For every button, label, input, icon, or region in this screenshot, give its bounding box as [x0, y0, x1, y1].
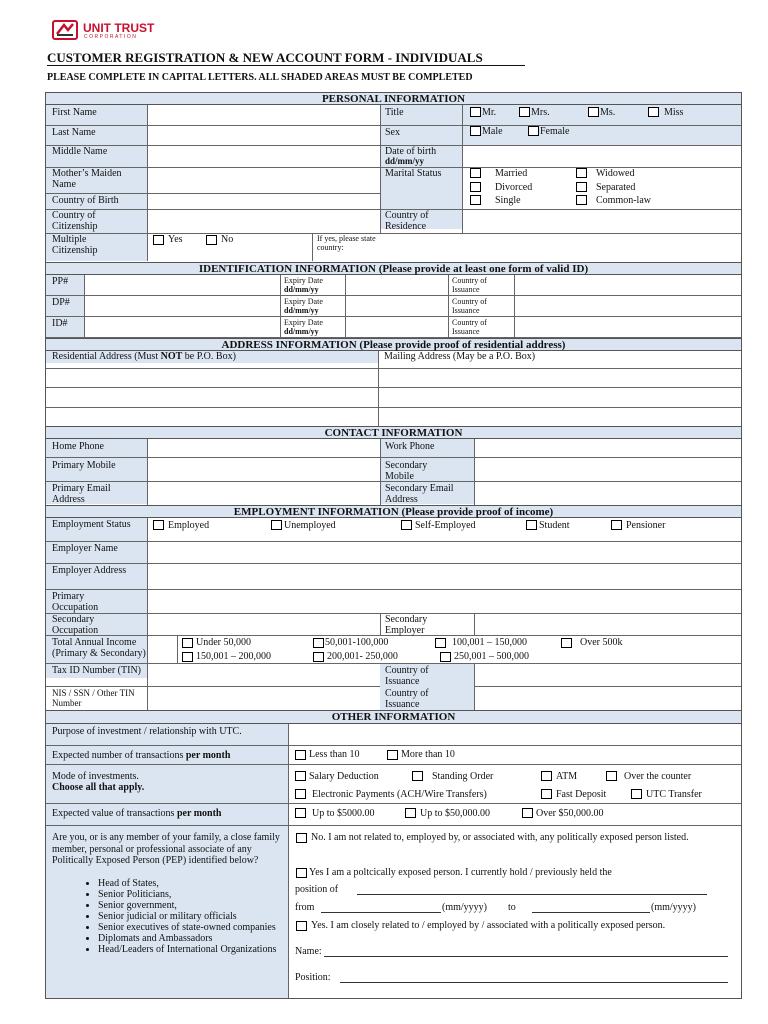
label-primary-mobile: Primary Mobile — [52, 460, 116, 471]
to-mmyyyy: (mm/yyyy) — [651, 902, 696, 913]
title-miss-label: Miss — [664, 107, 684, 118]
status-self-employed-checkbox[interactable] — [401, 520, 412, 530]
section-personal: PERSONAL INFORMATION — [45, 92, 742, 105]
income-under-50k-label: Under 50,000 — [196, 637, 251, 648]
title-miss-checkbox[interactable] — [648, 107, 659, 117]
num-more-than-10-label: More than 10 — [401, 749, 455, 760]
income-over-500k-label: Over 500k — [580, 637, 623, 648]
marital-widowed-label: Widowed — [596, 168, 635, 179]
residential-address-label: Residential Address (Must NOT be P.O. Box) — [52, 351, 236, 362]
val-up-to-50000-label: Up to $50,000.00 — [420, 808, 490, 819]
val-over-50000-checkbox[interactable] — [522, 808, 533, 818]
label-annual-income: Total Annual Income (Primary & Secondary) — [52, 637, 146, 659]
id-pp-expiry-format: dd/mm/yy — [284, 285, 319, 294]
title-ms-label: Ms. — [600, 107, 616, 118]
id-id-expiry-format: dd/mm/yy — [284, 327, 319, 336]
mode-salary-label: Salary Deduction — [309, 771, 379, 782]
income-under-50k-checkbox[interactable] — [182, 638, 193, 648]
list-item: • Senior government, — [98, 900, 294, 911]
val-up-to-5000-label: Up to $5000.00 — [312, 808, 375, 819]
id-dp-field[interactable] — [85, 296, 279, 315]
income-150k-200k-checkbox[interactable] — [182, 652, 193, 662]
income-250k-500k-checkbox[interactable] — [440, 652, 451, 662]
pep-question: Are you, or is any member of your family, a close family member, personal or professional associate of any Politically Exposed Person (PEP) identified below? — [52, 832, 280, 866]
brand-sub: CORPORATION — [84, 34, 138, 40]
status-self-employed-label: Self-Employed — [415, 520, 476, 531]
multiple-no-checkbox[interactable] — [206, 235, 217, 245]
id-dp-issuance-label: Country of Issuance — [452, 297, 487, 315]
income-50k-100k-checkbox[interactable] — [313, 638, 324, 648]
list-item: • Head of States, — [98, 878, 294, 889]
mode-standing-order-label: Standing Order — [432, 771, 494, 782]
citizenship-field[interactable] — [148, 210, 379, 232]
label-primary-occupation: Primary Occupation — [52, 591, 99, 613]
val-up-to-50000-checkbox[interactable] — [405, 808, 416, 818]
birth-country-field[interactable] — [148, 194, 379, 208]
multiple-no-label: No — [221, 234, 234, 245]
id-pp-issuance-label: Country of Issuance — [452, 276, 487, 294]
status-employed-checkbox[interactable] — [153, 520, 164, 530]
income-100k-150k-checkbox[interactable] — [435, 638, 446, 648]
income-100k-150k-label: 100,001 – 150,000 — [452, 637, 527, 648]
id-dp-expiry-label: Expiry Date — [284, 297, 323, 306]
label-secondary-employer: Secondary Employer — [385, 614, 428, 636]
label-home-phone: Home Phone — [52, 441, 104, 452]
from-date-line[interactable] — [321, 912, 441, 913]
mode-counter-checkbox[interactable] — [606, 771, 617, 781]
status-employed-label: Employed — [168, 520, 210, 531]
maiden-name-field[interactable] — [148, 168, 379, 192]
pep-yes-checkbox[interactable] — [296, 868, 307, 878]
id-id-expiry-field[interactable] — [346, 317, 447, 336]
list-item: • Senior executives of state-owned companies — [98, 922, 294, 933]
marital-married-label: Married — [495, 168, 528, 179]
id-pp-field[interactable] — [85, 276, 279, 294]
title-mr-label: Mr. — [482, 107, 497, 118]
id-pp-label: PP# — [52, 276, 69, 287]
last-name-field[interactable] — [148, 126, 379, 144]
list-item: • Diplomats and Ambassadors — [98, 933, 294, 944]
label-first-name: First Name — [52, 107, 97, 118]
num-more-than-10-checkbox[interactable] — [387, 750, 398, 760]
secondary-occupation-field[interactable] — [148, 614, 379, 634]
id-id-expiry-label: Expiry Date — [284, 318, 323, 327]
marital-separated-checkbox[interactable] — [576, 182, 587, 192]
label-tin-issuance: Country of Issuance — [385, 665, 429, 687]
purpose-field[interactable] — [289, 725, 740, 744]
other-citizenship-field[interactable] — [381, 234, 740, 260]
form-instruction: PLEASE COMPLETE IN CAPITAL LETTERS. ALL SHADED AREAS MUST BE COMPLETED — [47, 72, 473, 83]
id-dp-label: DP# — [52, 297, 70, 308]
id-dp-issuance-field[interactable] — [515, 296, 740, 315]
status-student-label: Student — [539, 520, 570, 531]
label-employer-address: Employer Address — [52, 565, 127, 576]
title-mrs-checkbox[interactable] — [519, 107, 530, 117]
status-unemployed-label: Unemployed — [284, 520, 336, 531]
sex-male-label: Male — [482, 126, 503, 137]
pep-yes-label: Yes I am a poltcically exposed person. I currently hold / previously held the — [309, 867, 612, 878]
nis-issuance-field[interactable] — [475, 687, 740, 709]
val-over-50000-label: Over $50,000.00 — [536, 808, 604, 819]
multiple-yes-label: Yes — [168, 234, 183, 245]
mode-fast-deposit-label: Fast Deposit — [556, 789, 607, 800]
label-nis: NIS / SSN / Other TIN Number — [52, 688, 135, 708]
section-other: OTHER INFORMATION — [45, 710, 742, 724]
list-item: • Head/Leaders of International Organizations — [98, 944, 294, 955]
label-employment-status: Employment Status — [52, 519, 131, 530]
tin-issuance-field[interactable] — [475, 664, 740, 685]
status-pensioner-label: Pensioner — [626, 520, 666, 531]
id-pp-expiry-field[interactable] — [346, 276, 447, 294]
val-up-to-5000-checkbox[interactable] — [295, 808, 306, 818]
pep-no-label: No. I am not related to, employed by, or associated with, any politically exposed person listed. — [311, 832, 689, 843]
status-pensioner-checkbox[interactable] — [611, 520, 622, 530]
residence-field[interactable] — [463, 210, 740, 232]
income-200k-250k-checkbox[interactable] — [313, 652, 324, 662]
marital-widowed-checkbox[interactable] — [576, 168, 587, 178]
mode-standing-order-checkbox[interactable] — [412, 771, 423, 781]
position-of-label: position of — [295, 884, 339, 895]
title-mrs-label: Mrs. — [531, 107, 550, 118]
mode-atm-label: ATM — [556, 771, 578, 782]
label-tin: Tax ID Number (TIN) — [52, 665, 141, 676]
if-yes-note: If yes, please state country: — [317, 234, 376, 252]
status-student-checkbox[interactable] — [526, 520, 537, 530]
pep-name-label: Name: — [295, 946, 322, 957]
label-nis-issuance: Country of Issuance — [385, 688, 429, 710]
employer-name-field[interactable] — [148, 542, 740, 562]
label-expected-value: Expected value of transactions per month — [52, 808, 222, 819]
num-less-than-10-checkbox[interactable] — [295, 750, 306, 760]
logo — [52, 20, 180, 42]
to-label: to — [508, 902, 516, 913]
section-identification: IDENTIFICATION INFORMATION (Please provide at least one form of valid ID) — [45, 262, 742, 275]
label-mode: Mode of investments. — [52, 771, 139, 782]
id-dp-expiry-format: dd/mm/yy — [284, 306, 319, 315]
nis-field[interactable] — [148, 687, 379, 709]
form-title: CUSTOMER REGISTRATION & NEW ACCOUNT FORM - INDIVIDUALS — [47, 50, 483, 65]
mode-atm-checkbox[interactable] — [541, 771, 552, 781]
secondary-mobile-field[interactable] — [475, 458, 740, 480]
secondary-email-field[interactable] — [475, 482, 740, 504]
mode-electronic-label: Electronic Payments (ACH/Wire Transfers) — [312, 789, 487, 800]
income-50k-100k-label: 50,001-100,000 — [325, 637, 389, 648]
label-purpose: Purpose of investment / relationship with UTC. — [52, 726, 242, 737]
label-secondary-mobile: Secondary Mobile — [385, 460, 428, 482]
work-phone-field[interactable] — [475, 440, 740, 456]
sex-male-checkbox[interactable] — [470, 126, 481, 136]
sex-female-label: Female — [540, 126, 570, 137]
label-title: Title — [385, 107, 404, 118]
label-marital: Marital Status — [385, 168, 442, 179]
primary-mobile-field[interactable] — [148, 458, 379, 480]
home-phone-field[interactable] — [148, 440, 379, 456]
label-residence: Country of Residence — [385, 210, 429, 232]
label-maiden-name: Mother’s Maiden Name — [52, 168, 122, 190]
label-multiple-citizenship: Multiple Citizenship — [52, 234, 98, 256]
mode-utc-transfer-checkbox[interactable] — [631, 789, 642, 799]
label-middle-name: Middle Name — [52, 146, 108, 157]
employer-address-field[interactable] — [148, 564, 740, 588]
label-work-phone: Work Phone — [385, 441, 435, 452]
from-mmyyyy: (mm/yyyy) — [442, 902, 487, 913]
pep-list — [84, 878, 294, 955]
marital-single-checkbox[interactable] — [470, 195, 481, 205]
status-unemployed-checkbox[interactable] — [271, 520, 282, 530]
logo-mark-icon — [52, 20, 78, 40]
secondary-employer-field[interactable] — [475, 614, 740, 634]
num-less-than-10-label: Less than 10 — [309, 749, 360, 760]
label-expected-number: Expected number of transactions per month — [52, 750, 231, 761]
sex-female-checkbox[interactable] — [528, 126, 539, 136]
income-150k-200k-label: 150,001 – 200,000 — [196, 651, 271, 662]
marital-married-checkbox[interactable] — [470, 168, 481, 178]
multiple-yes-checkbox[interactable] — [153, 235, 164, 245]
mode-fast-deposit-checkbox[interactable] — [541, 789, 552, 799]
label-birth-country: Country of Birth — [52, 195, 119, 206]
mode-counter-label: Over the counter — [624, 771, 692, 782]
section-address: ADDRESS INFORMATION (Please provide proof of residential address) — [45, 338, 742, 351]
residential-address-field[interactable] — [47, 369, 377, 425]
to-date-line[interactable] — [532, 912, 650, 913]
mailing-address-field[interactable] — [380, 369, 740, 425]
section-contact: CONTACT INFORMATION — [45, 426, 742, 439]
dob-format: dd/mm/yy — [385, 156, 425, 166]
label-last-name: Last Name — [52, 127, 96, 138]
marital-divorced-checkbox[interactable] — [470, 182, 481, 192]
list-item: • Senior Politicians, — [98, 889, 294, 900]
from-label: from — [295, 902, 315, 913]
middle-name-field[interactable] — [148, 146, 379, 166]
marital-divorced-label: Divorced — [495, 182, 533, 193]
income-250k-500k-label: 250,001 – 500,000 — [454, 651, 529, 662]
list-item: • Senior judicial or military officials — [98, 911, 294, 922]
label-employer-name: Employer Name — [52, 543, 118, 554]
pep-name-line[interactable] — [324, 956, 728, 957]
first-name-field[interactable] — [148, 106, 379, 124]
label-sex: Sex — [385, 127, 400, 138]
title-mr-checkbox[interactable] — [470, 107, 481, 117]
primary-email-field[interactable] — [148, 482, 379, 504]
position-of-line[interactable] — [357, 894, 707, 895]
mode-electronic-checkbox[interactable] — [295, 789, 306, 799]
id-dp-expiry-field[interactable] — [346, 296, 447, 315]
id-id-issuance-field[interactable] — [515, 317, 740, 336]
label-primary-email: Primary Email Address — [52, 483, 111, 505]
section-employment: EMPLOYMENT INFORMATION (Please provide proof of income) — [45, 505, 742, 518]
mode-utc-transfer-label: UTC Transfer — [646, 789, 702, 800]
marital-common-law-label: Common-law — [596, 195, 651, 206]
primary-occupation-field[interactable] — [148, 590, 740, 612]
id-id-field[interactable] — [85, 317, 279, 336]
id-pp-expiry-label: Expiry Date — [284, 276, 323, 285]
income-over-500k-checkbox[interactable] — [561, 638, 572, 648]
label-mode-choose: Choose all that apply. — [52, 782, 145, 793]
pep-related-label: Yes. I am closely related to / employed by / associated with a politically exposed person. — [311, 920, 666, 931]
id-id-issuance-label: Country of Issuance — [452, 318, 487, 336]
id-id-label: ID# — [52, 318, 68, 329]
label-dob: Date of birth — [385, 146, 437, 157]
id-pp-issuance-field[interactable] — [515, 276, 740, 294]
marital-single-label: Single — [495, 195, 521, 206]
dob-field[interactable] — [463, 146, 740, 166]
income-200k-250k-label: 200,001- 250,000 — [327, 651, 398, 662]
brand-name: UNIT TRUST — [83, 21, 155, 35]
pep-position-label: Position: — [295, 972, 331, 983]
title-ms-checkbox[interactable] — [588, 107, 599, 117]
pep-position-line[interactable] — [340, 982, 728, 983]
mode-salary-checkbox[interactable] — [295, 771, 306, 781]
label-secondary-occupation: Secondary Occupation — [52, 614, 99, 636]
label-citizenship: Country of Citizenship — [52, 210, 98, 232]
marital-common-law-checkbox[interactable] — [576, 195, 587, 205]
mailing-address-label: Mailing Address (May be a P.O. Box) — [384, 351, 536, 362]
marital-separated-label: Separated — [596, 182, 636, 193]
tin-field[interactable] — [148, 664, 379, 685]
label-secondary-email: Secondary Email Address — [385, 483, 454, 505]
